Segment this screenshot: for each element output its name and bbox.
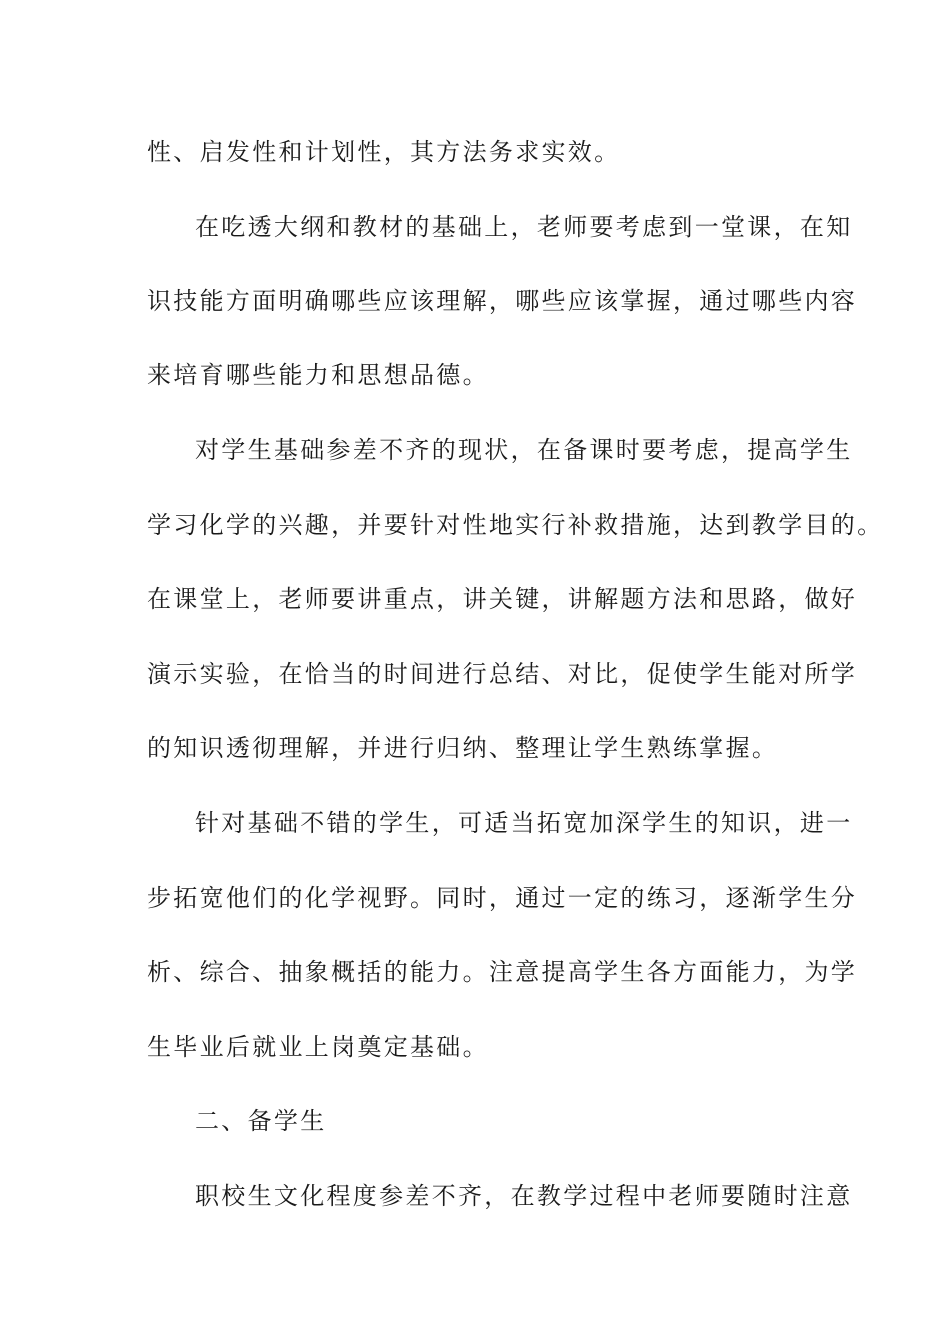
text-line-9: 的知识透彻理解，并进行归纳、整理让学生熟练掌握。 — [147, 734, 779, 762]
text-line-2: 在吃透大纲和教材的基础上，老师要考虑到一堂课，在知 — [195, 213, 853, 241]
text-line-15: 职校生文化程度参差不齐，在教学过程中老师要随时注意 — [195, 1182, 853, 1210]
text-line-6: 学习化学的兴趣，并要针对性地实行补救措施，达到教学目的。 — [147, 511, 884, 539]
text-line-5: 对学生基础参差不齐的现状，在备课时要考虑，提高学生 — [195, 436, 853, 464]
text-line-8: 演示实验，在恰当的时间进行总结、对比，促使学生能对所学 — [147, 660, 858, 688]
text-line-13: 生毕业后就业上岗奠定基础。 — [147, 1033, 489, 1061]
text-line-7: 在课堂上，老师要讲重点，讲关键，讲解题方法和思路，做好 — [147, 585, 858, 613]
text-line-4: 来培育哪些能力和思想品德。 — [147, 361, 489, 389]
text-line-3: 识技能方面明确哪些应该理解，哪些应该掌握，通过哪些内容 — [147, 287, 858, 315]
section-heading: 二、备学生 — [195, 1107, 327, 1135]
text-line-10: 针对基础不错的学生，可适当拓宽加深学生的知识，进一 — [195, 809, 853, 837]
text-line-11: 步拓宽他们的化学视野。同时，通过一定的练习，逐渐学生分 — [147, 884, 858, 912]
text-line-12: 析、综合、抽象概括的能力。注意提高学生各方面能力，为学 — [147, 958, 858, 986]
text-line-1: 性、启发性和计划性，其方法务求实效。 — [147, 138, 621, 166]
